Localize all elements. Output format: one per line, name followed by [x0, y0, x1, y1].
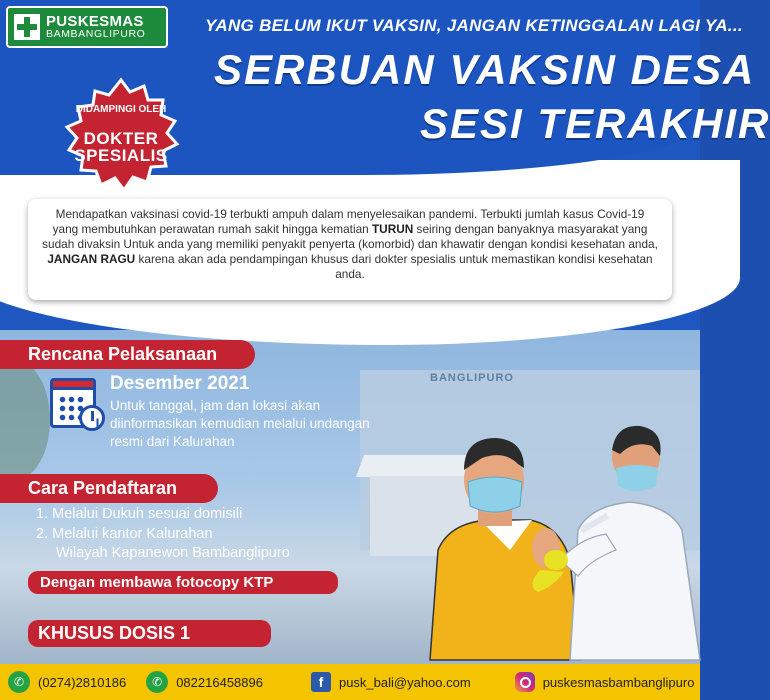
ktp-note: Dengan membawa fotocopy KTP	[28, 571, 338, 594]
plan-date: Desember 2021	[110, 373, 250, 394]
instagram-text: puskesmasbambanglipuro	[542, 674, 695, 690]
description-part3: karena akan ada pendampingan khusus dari dokter spesialis untuk memastikan kondisi kesehatan anda.	[135, 252, 653, 281]
plan-details: Untuk tanggal, jam dan lokasi akan diinformasikan kemudian melalui undangan resmi dari Kalurahan	[110, 398, 370, 449]
list-item: 1. Melalui Dukuh sesuai domisili	[36, 506, 243, 522]
list-item: Wilayah Kapanewon Bambanglipuro	[56, 545, 290, 561]
phone-text: (0274)2810186	[38, 674, 127, 690]
contact-whatsapp[interactable]	[146, 671, 263, 693]
building-sign: BANGLIPURO	[430, 372, 514, 384]
vaccination-illustration	[420, 410, 700, 660]
contact-footer	[0, 664, 700, 700]
badge-big-text	[62, 130, 180, 164]
tagline: YANG BELUM IKUT VAKSIN, JANGAN KETINGGALAN LAGI YA...	[205, 16, 743, 35]
contact-instagram[interactable]	[515, 672, 695, 692]
description-part1: Mendapatkan vaksinasi covid-19 terbukti ampuh dalam menyelesaikan pandemi. Terbukti jumlah kasus Covid-19 yang membutuhkan perawatan rumah sakit hingga kematian	[52, 207, 645, 236]
puskesmas-logo	[6, 6, 168, 48]
logo-subtitle: BAMBANGLIPURO	[46, 28, 146, 41]
plan-heading: Rencana Pelaksanaan	[0, 340, 255, 369]
contact-phone[interactable]	[8, 671, 126, 693]
dose-label: KHUSUS DOSIS 1	[28, 620, 271, 647]
logo-title: PUSKESMAS	[46, 12, 144, 30]
contact-facebook[interactable]	[311, 672, 471, 692]
page-title-line2: SESI TERAKHIR	[420, 100, 770, 147]
whatsapp-text: 082216458896	[176, 674, 263, 690]
clock-icon	[79, 405, 105, 431]
facebook-text: pusk_bali@yahoo.com	[338, 674, 471, 690]
calendar-icon	[50, 378, 96, 428]
instagram-icon	[515, 672, 535, 692]
specialist-badge	[62, 78, 180, 196]
badge-small-text: DIDAMPINGI OLEH	[75, 104, 167, 115]
phone-icon: ✆	[8, 671, 30, 693]
description-bold1: TURUN	[371, 222, 414, 236]
description-bold2: JANGAN RAGU	[47, 252, 136, 266]
badge-line-dokter: DOKTER	[83, 129, 159, 148]
whatsapp-icon: ✆	[146, 671, 168, 693]
registration-list	[36, 505, 290, 564]
registration-heading: Cara Pendaftaran	[0, 474, 218, 503]
description-box	[28, 199, 672, 300]
badge-line-spesialis: SPESIALIS	[74, 146, 168, 165]
cross-icon	[14, 14, 40, 40]
facebook-icon: f	[311, 672, 331, 692]
list-item: 2. Melalui kantor Kalurahan	[36, 525, 213, 542]
page-title-line1: SERBUAN VAKSIN DESA	[214, 46, 756, 93]
description-part2: seiring dengan banyaknya masyarakat yang sudah divaksin Untuk anda yang memiliki penyakit penyerta (komorbid) dan khawatir dengan kondisi kesehatan anda,	[42, 222, 658, 251]
